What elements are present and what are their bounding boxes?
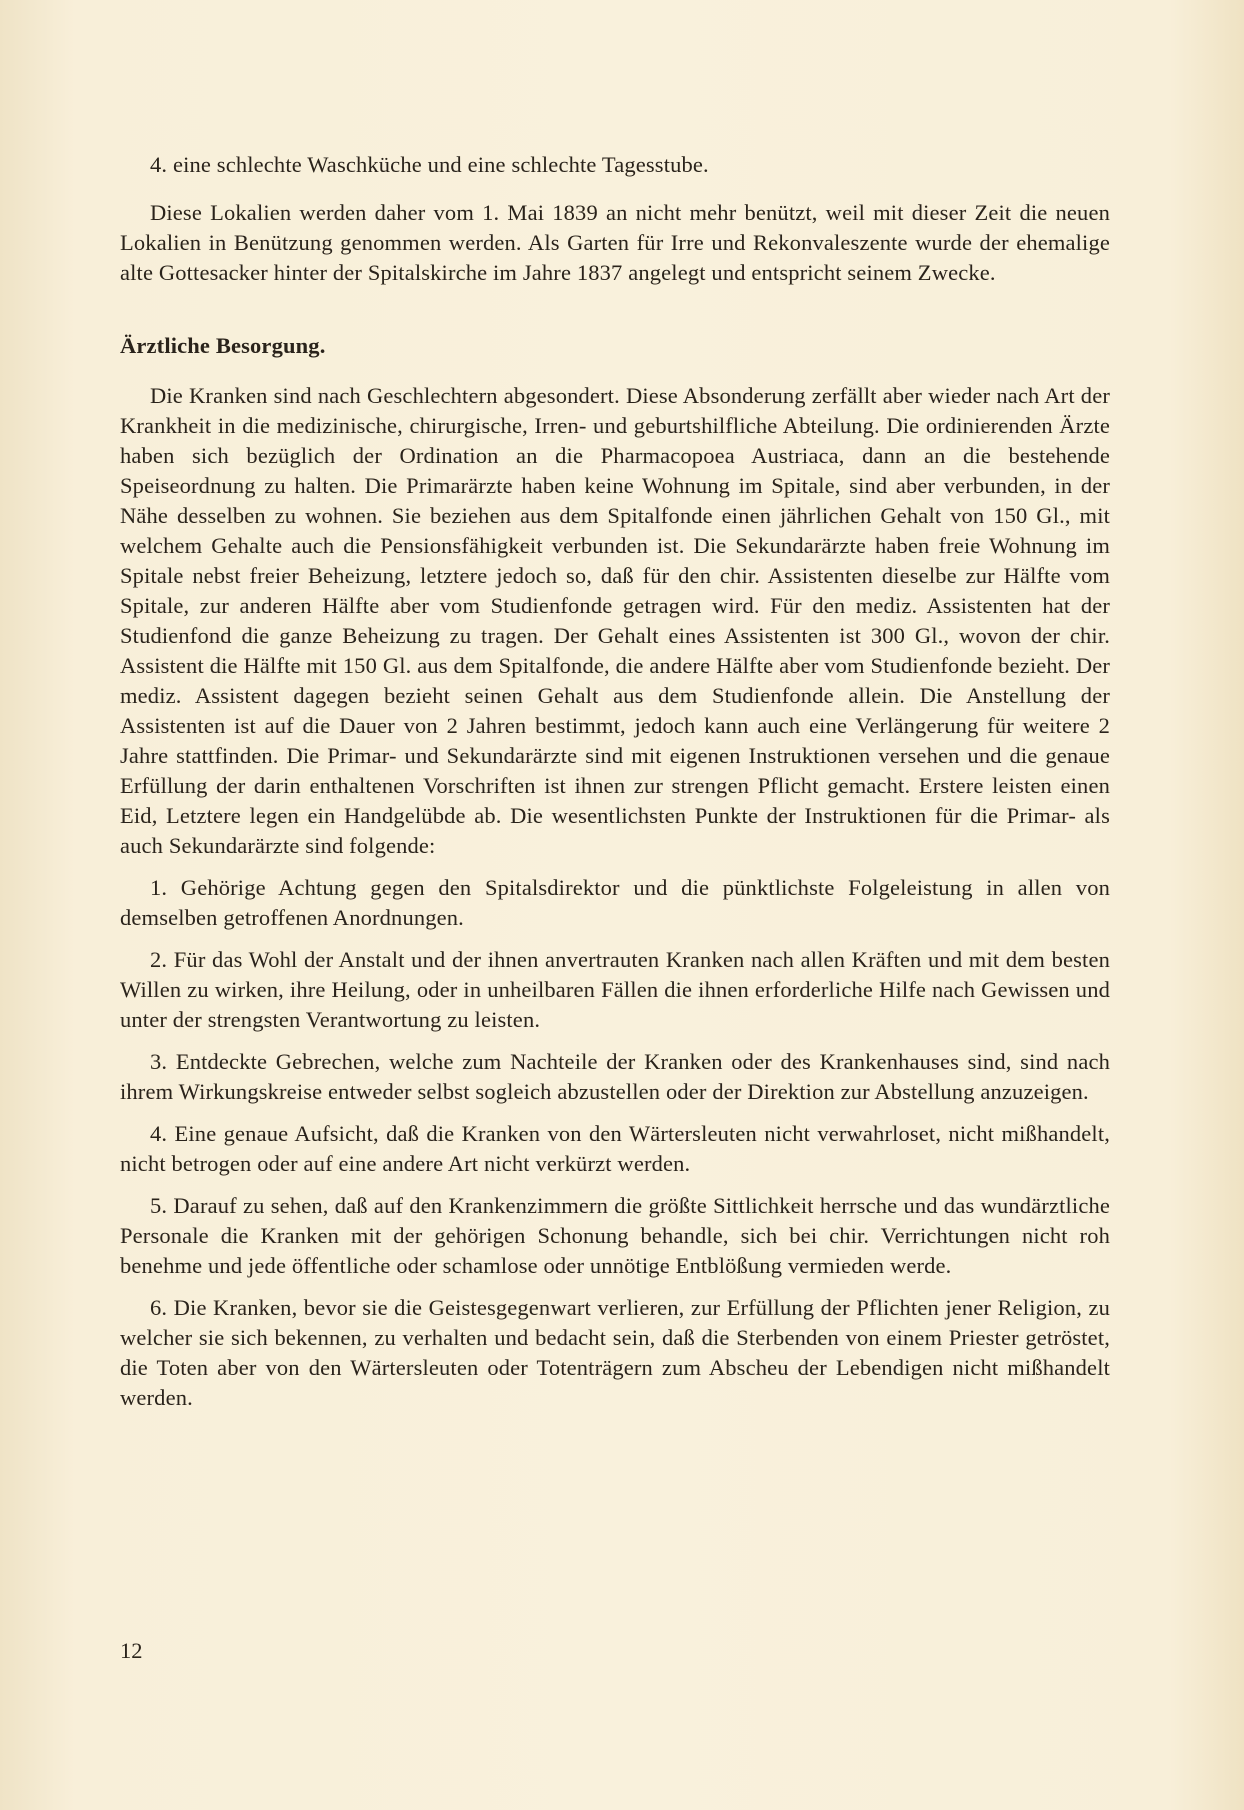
page-body xyxy=(120,150,1110,1425)
section-heading: Ärztliche Besorgung. xyxy=(120,333,326,358)
list-item: 2. Für das Wohl der Anstalt und der ihnen anvertrauten Kranken nach allen Kräften und mit dem besten Willen zu wirken, ihre Heilung, oder in unheilbaren Fällen die ihnen erforderliche Hilfe nach Gewissen und unter der strengsten Verantwortung zu leisten. xyxy=(120,947,1110,1032)
list-item: 3. Entdeckte Gebrechen, welche zum Nachteile der Kranken oder des Krankenhauses sind, sind nach ihrem Wirkungskreise entweder selbst sogleich abzustellen oder der Direktion zur Abstellung anzuzeigen. xyxy=(120,1049,1110,1104)
list-item: 1. Gehörige Achtung gegen den Spitalsdirektor und die pünktlichste Folgeleistung in allen von demselben getroffenen Anordnungen. xyxy=(120,875,1110,930)
list-item: 6. Die Kranken, bevor sie die Geistesgegenwart verlieren, zur Erfüllung der Pflichten jener Religion, zu welcher sie sich bekennen, zu verhalten und bedacht sein, daß die Sterbenden von einem Priester getröstet, die Toten aber von den Wärtersleuten oder Totenträgern zum Abscheu der Lebendigen nicht mißhandelt werden. xyxy=(120,1295,1110,1410)
main-paragraph: Die Kranken sind nach Geschlechtern abgesondert. Diese Absonderung zerfällt aber wieder nach Art der Krankheit in die medizinische, chirurgische, Irren- und geburtshilfliche Abteilung. Die ordinierenden Ärzte haben sich bezüglich der Ordination an die Pharmacopoea Austriaca, dann an die bestehende Speiseordnung zu halten. Die Primarärzte haben keine Wohnung im Spitale, sind aber verbunden, in der Nähe desselben zu wohnen. Sie beziehen aus dem Spitalfonde einen jährlichen Gehalt von 150 Gl., mit welchem Gehalte auch die Pensionsfähigkeit verbunden ist. Die Sekundarärzte haben freie Wohnung im Spitale nebst freier Beheizung, letztere jedoch so, daß für den chir. Assistenten dieselbe zur Hälfte vom Spitale, zur anderen Hälfte aber vom Studienfonde getragen wird. Für den mediz. Assistenten hat der Studienfond die ganze Beheizung zu tragen. Der Gehalt eines Assistenten ist 300 Gl., wovon der chir. Assistent die Hälfte mit 150 Gl. aus dem Spitalfonde, die andere Hälfte aber vom Studienfonde bezieht. Der mediz. Assistent dagegen bezieht seinen Gehalt aus dem Studienfonde allein. Die Anstellung der Assistenten ist auf die Dauer von 2 Jahren bestimmt, jedoch kann auch eine Verlängerung für weitere 2 Jahre stattfinden. Die Primar- und Sekundarärzte sind mit eigenen Instruktionen versehen und die genaue Erfüllung der darin enthaltenen Vorschriften ist ihnen zur strengen Pflicht gemacht. Erstere leisten einen Eid, Letztere legen ein Handgelübde ab. Die wesentlichsten Punkte der Instruktionen für die Primar- als auch Sekundarärzte sind folgende: xyxy=(120,383,1110,858)
intro-paragraph: Diese Lokalien werden daher vom 1. Mai 1839 an nicht mehr benützt, weil mit dieser Zeit die neuen Lokalien in Benützung genommen werden. Als Garten für Irre und Rekonvaleszente wurde der ehemalige alte Gottesacker hinter der Spitalskirche im Jahre 1837 angelegt und entspricht seinem Zwecke. xyxy=(120,200,1110,285)
page-number: 12 xyxy=(120,1638,143,1663)
list-item: 5. Darauf zu sehen, daß auf den Krankenzimmern die größte Sittlichkeit herrsche und das wundärztliche Personale die Kranken mit der gehörigen Schonung behandle, sich bei chir. Verrichtungen nicht roh benehme und jede öffentliche oder schamlose oder unnötige Entblößung vermieden werde. xyxy=(120,1193,1110,1278)
list-item-prior-4: 4. eine schlechte Waschküche und eine schlechte Tagesstube. xyxy=(150,152,709,177)
list-item: 4. Eine genaue Aufsicht, daß die Kranken von den Wärtersleuten nicht verwahrloset, nicht mißhandelt, nicht betrogen oder auf eine andere Art nicht verkürzt werden. xyxy=(120,1121,1110,1176)
